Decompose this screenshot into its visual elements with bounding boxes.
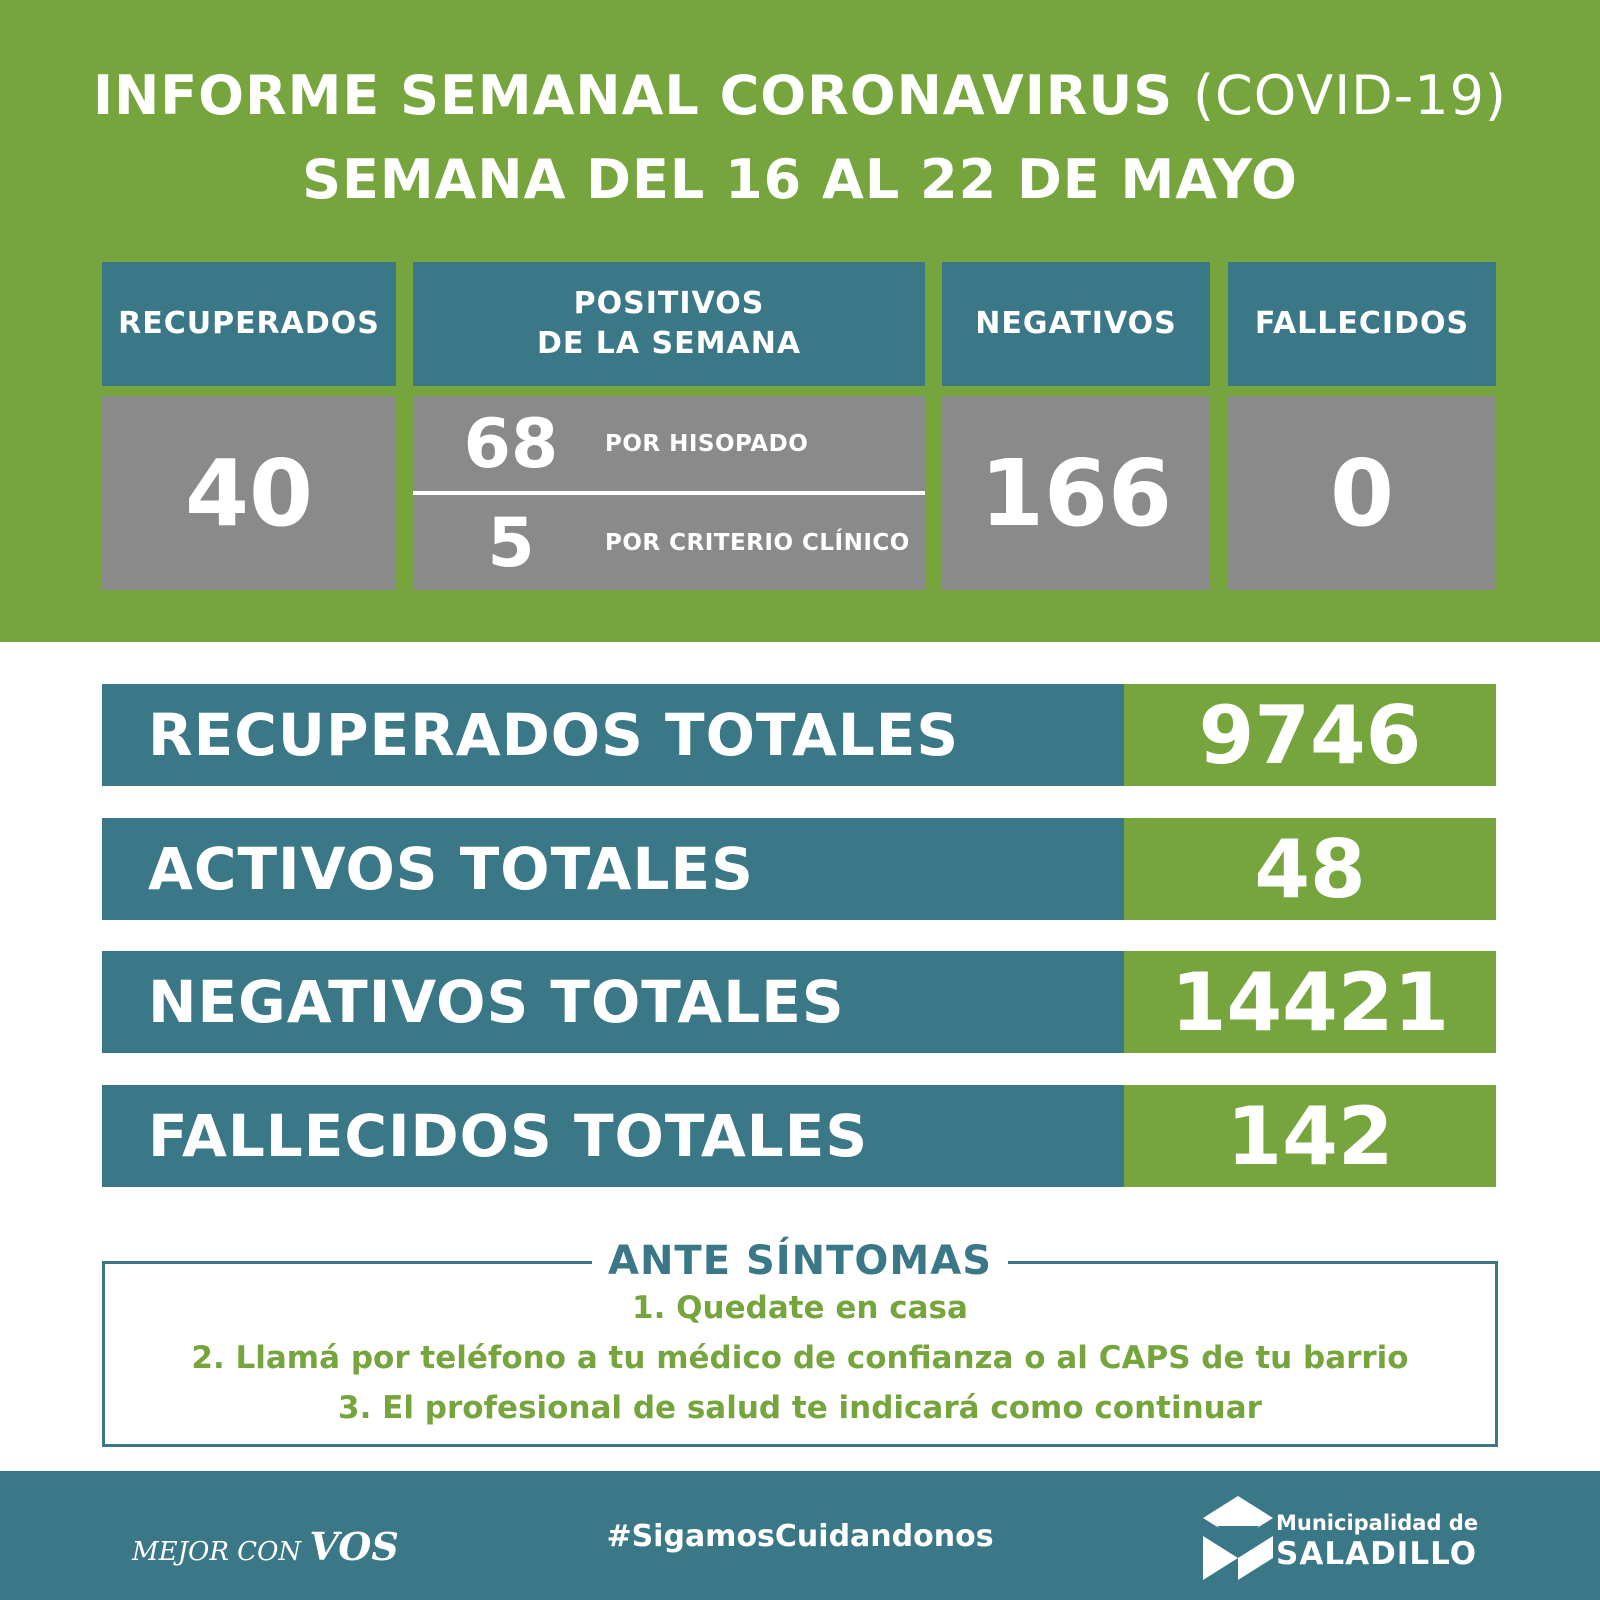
weekly-positivos-clinico-label: POR CRITERIO CLÍNICO xyxy=(605,530,910,556)
weekly-positivos-clinico-value: 5 xyxy=(487,503,535,583)
weekly-positivos-clinico-row xyxy=(413,495,925,590)
total-value-recuperados: 9746 xyxy=(1124,684,1496,786)
total-row-negativos xyxy=(102,951,1496,1053)
symptom-item-1: 1. Quedate en casa xyxy=(632,1290,968,1326)
total-row-fallecidos xyxy=(102,1085,1496,1187)
weekly-fallecidos-value: 0 xyxy=(1228,396,1496,590)
symptoms-title: ANTE SÍNTOMAS xyxy=(592,1236,1008,1286)
total-row-activos xyxy=(102,818,1496,920)
weekly-positivos-hisopado-value: 68 xyxy=(463,404,559,484)
hashtag: #SigamosCuidandonos xyxy=(606,1519,994,1554)
weekly-negativos-label: NEGATIVOS xyxy=(975,306,1177,341)
symptom-item-2: 2. Llamá por teléfono a tu médico de confianza o al CAPS de tu barrio xyxy=(191,1340,1409,1376)
report-title-paren: (COVID-19) xyxy=(1192,64,1507,127)
logo-municipalidad: Municipalidad de xyxy=(1276,1511,1479,1535)
weekly-positivos-header xyxy=(413,262,925,386)
total-row-recuperados xyxy=(102,684,1496,786)
total-value-fallecidos: 142 xyxy=(1124,1085,1496,1187)
weekly-positivos-hisopado-label: POR HISOPADO xyxy=(605,431,809,457)
symptom-item-3: 3. El profesional de salud te indicará como continuar xyxy=(338,1390,1262,1426)
total-label-negativos: NEGATIVOS TOTALES xyxy=(102,951,1124,1053)
saladillo-logo-icon xyxy=(1203,1496,1273,1580)
weekly-fallecidos-header xyxy=(1228,262,1496,386)
logo-saladillo: SALADILLO xyxy=(1276,1536,1478,1572)
weekly-recuperados-header xyxy=(102,262,396,386)
total-label-activos: ACTIVOS TOTALES xyxy=(102,818,1124,920)
slogan-big: VOS xyxy=(309,1524,399,1569)
report-title xyxy=(0,64,1600,127)
slogan-small: MEJOR CON xyxy=(132,1537,302,1567)
weekly-recuperados-value: 40 xyxy=(102,396,396,590)
total-label-fallecidos: FALLECIDOS TOTALES xyxy=(102,1085,1124,1187)
weekly-negativos-value: 166 xyxy=(942,396,1210,590)
total-value-negativos: 14421 xyxy=(1124,951,1496,1053)
weekly-negativos-header xyxy=(942,262,1210,386)
weekly-fallecidos-label: FALLECIDOS xyxy=(1254,306,1470,341)
symptoms-title-wrap xyxy=(0,1236,1600,1286)
total-label-recuperados: RECUPERADOS TOTALES xyxy=(102,684,1124,786)
weekly-recuperados-label: RECUPERADOS xyxy=(118,306,380,341)
total-value-activos: 48 xyxy=(1124,818,1496,920)
weekly-positivos-label-line1: POSITIVOS xyxy=(573,286,765,321)
weekly-positivos-hisopado-row xyxy=(413,396,925,492)
weekly-positivos-label-line2: DE LA SEMANA xyxy=(536,326,802,361)
report-subtitle: SEMANA DEL 16 AL 22 DE MAYO xyxy=(302,148,1298,211)
report-title-main: INFORME SEMANAL CORONAVIRUS xyxy=(93,64,1174,127)
